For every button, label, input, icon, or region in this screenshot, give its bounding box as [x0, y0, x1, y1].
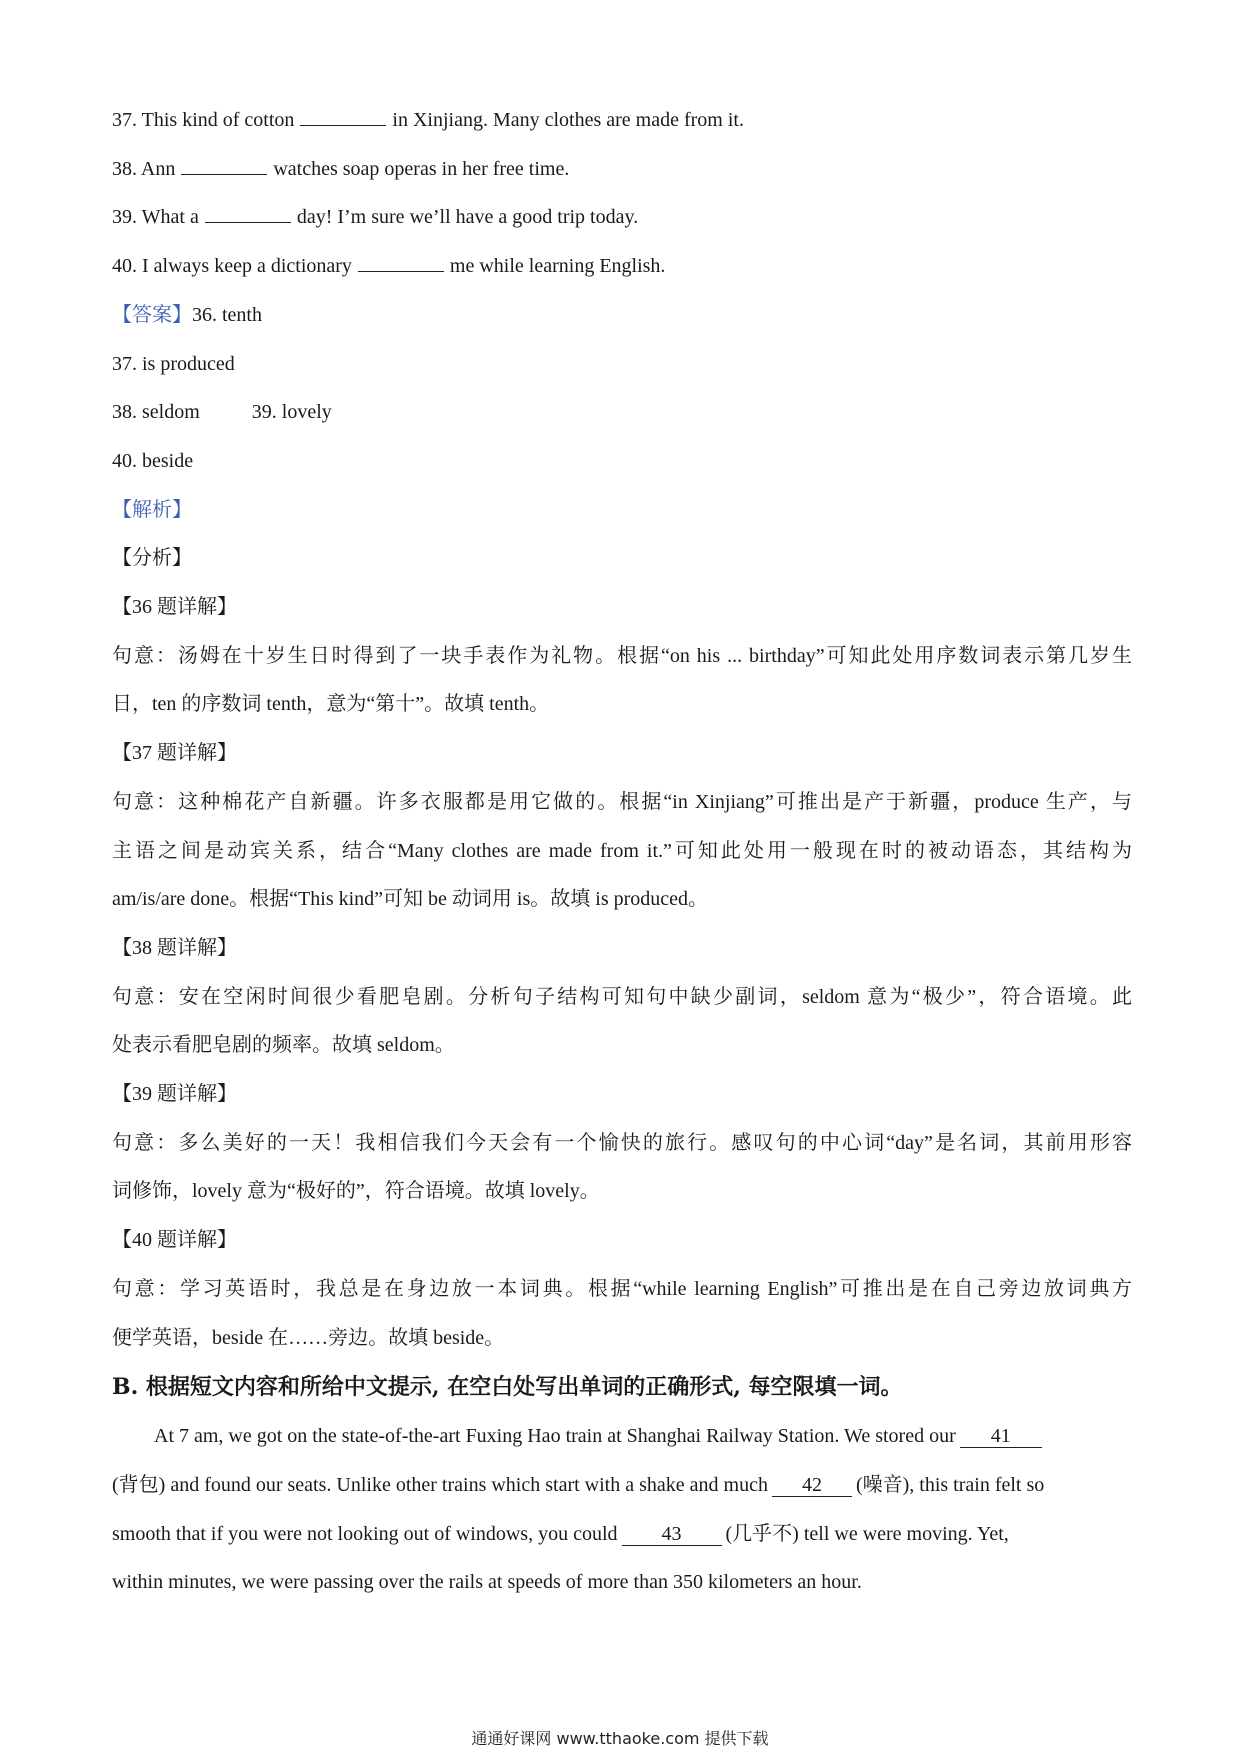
detail-38 — [112, 924, 1132, 1070]
detail-36 — [112, 583, 1132, 729]
passage-text: (背包) and found our seats. Unlike other trains which start with a shake and much — [112, 1473, 768, 1496]
detail-heading: 【37 题详解】 — [112, 742, 237, 765]
detail-37 — [112, 729, 1132, 924]
question-39 — [112, 193, 1132, 242]
detail-text: 词修饰，lovely 意为“极好的”，符合语境。故填 lovely。 — [112, 1180, 600, 1203]
question-number: 37. — [112, 109, 137, 131]
question-number: 40. — [112, 255, 137, 278]
question-text-after: me while learning English. — [449, 255, 666, 278]
passage-line-4: within minutes, we were passing over the rails at speeds of more than 350 kilometers an hour. — [112, 1571, 862, 1594]
question-text-before: I always keep a dictionary — [142, 255, 352, 278]
answer-blank — [181, 156, 267, 175]
answer-36: 36. tenth — [192, 303, 262, 326]
answer-38: 38. seldom — [112, 401, 200, 424]
blank-41: 41 — [960, 1425, 1042, 1448]
answer-line — [112, 291, 1132, 340]
detail-heading: 【36 题详解】 — [112, 596, 237, 619]
detail-text: 便学英语，beside 在……旁边。故填 beside。 — [112, 1326, 505, 1349]
passage-line-1 — [112, 1412, 1132, 1461]
passage-text: (几乎不) tell we were moving. Yet, — [725, 1522, 1009, 1545]
passage-text: smooth that if you were not looking out of windows, you could — [112, 1522, 618, 1545]
question-number: 39. — [112, 206, 137, 229]
detail-heading: 【40 题详解】 — [112, 1229, 237, 1252]
detail-text: 处表示看肥皂剧的频率。故填 seldom。 — [112, 1034, 455, 1057]
detail-text: 主语之间是动宾关系，结合“Many clothes are made from it.”可知此处用一般现在时的被动语态，其结构为 — [112, 839, 1132, 862]
detail-text: 句意：学习英语时，我总是在身边放一本词典。根据“while learning English”可推出是在自己旁边放词典方 — [112, 1277, 1132, 1300]
detail-text: 句意：安在空闲时间很少看肥皂剧。分析句子结构可知句中缺少副词，seldom 意为“极少”，符合语境。此 — [112, 985, 1132, 1008]
question-text-before: What a — [141, 206, 199, 229]
section-b-title: B. 根据短文内容和所给中文提示, 在空白处写出单词的正确形式, 每空限填一词。 — [112, 1374, 903, 1401]
answer-39: 39. lovely — [251, 401, 332, 424]
answer-40: 40. beside — [112, 449, 194, 472]
detail-text: 日，ten 的序数词 tenth，意为“第十”。故填 tenth。 — [112, 693, 550, 716]
question-number: 38. — [112, 157, 137, 180]
question-text-after: in Xinjiang. Many clothes are made from it. — [392, 109, 744, 131]
detail-heading: 【39 题详解】 — [112, 1083, 237, 1106]
document-page — [112, 96, 1132, 1607]
page-footer: 通通好课网 www.tthaoke.com 提供下载 — [471, 1729, 769, 1748]
detail-heading: 【38 题详解】 — [112, 936, 237, 959]
detail-text: am/is/are done。根据“This kind”可知 be 动词用 is。故填 is produced。 — [112, 888, 709, 911]
fenxi-label: 【分析】 — [112, 547, 192, 570]
answer-38-39 — [112, 388, 1132, 437]
question-text-before: Ann — [140, 157, 176, 180]
passage-text: (噪音), this train felt so — [855, 1473, 1045, 1496]
question-text-before: This kind of cotton — [141, 109, 295, 131]
blank-42: 42 — [772, 1474, 852, 1497]
answer-blank — [358, 253, 444, 272]
question-40 — [112, 242, 1132, 291]
passage-line-3 — [112, 1510, 1132, 1559]
passage-line-2 — [112, 1461, 1132, 1510]
answer-blank — [300, 107, 386, 126]
detail-text: 句意：汤姆在十岁生日时得到了一块手表作为礼物。根据“on his ... birthday”可知此处用序数词表示第几岁生 — [112, 644, 1132, 667]
blank-43: 43 — [622, 1523, 722, 1546]
question-37 — [112, 96, 1132, 145]
answer-37: 37. is produced — [112, 352, 235, 375]
question-text-after: day! I’m sure we’ll have a good trip today. — [296, 206, 639, 229]
analysis-label: 【解析】 — [112, 498, 192, 521]
answer-blank — [205, 204, 291, 223]
detail-text: 句意：这种棉花产自新疆。许多衣服都是用它做的。根据“in Xinjiang”可推出是产于新疆，produce 生产，与 — [112, 790, 1132, 813]
detail-39 — [112, 1070, 1132, 1216]
question-38 — [112, 145, 1132, 194]
question-text-after: watches soap operas in her free time. — [273, 157, 570, 180]
detail-text: 句意：多么美好的一天！我相信我们今天会有一个愉快的旅行。感叹句的中心词“day”是名词，其前用形容 — [112, 1131, 1132, 1154]
answer-label: 【答案】 — [112, 303, 192, 326]
detail-40 — [112, 1216, 1132, 1362]
passage-text: At 7 am, we got on the state-of-the-art Fuxing Hao train at Shanghai Railway Station. We stored our — [154, 1425, 956, 1448]
